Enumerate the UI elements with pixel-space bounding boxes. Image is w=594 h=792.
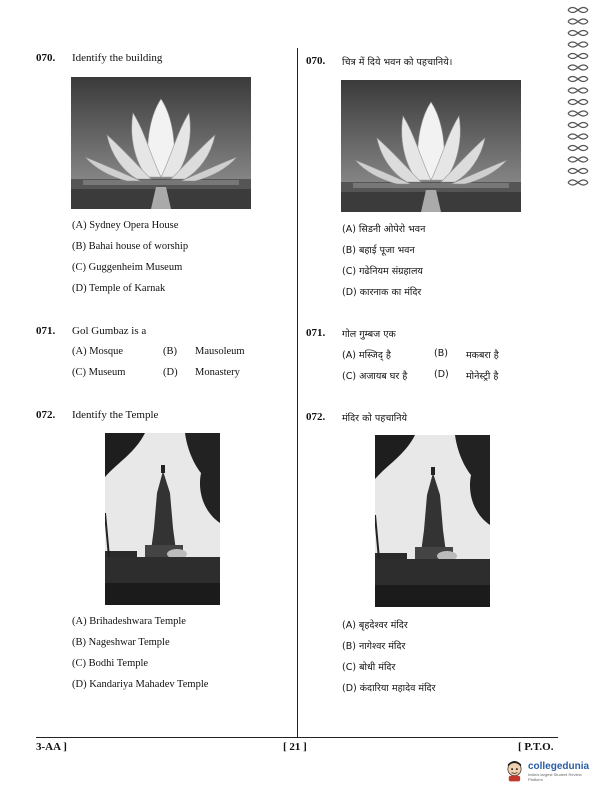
left-q71-option-d: Monastery: [195, 367, 240, 378]
mascot-icon: [505, 760, 524, 782]
left-q71-option-d-letter: (D): [163, 367, 178, 378]
right-q71-option-b: मकबरा है: [466, 350, 499, 361]
logo-tagline: India's largest Student Review Platform: [527, 771, 582, 782]
footer-code: 3-AA ]: [36, 741, 67, 753]
logo-name: collegedunia: [527, 760, 590, 772]
right-q71-number: 071.: [306, 327, 326, 339]
right-q70-option-b: (B) बहाई पूजा भवन: [342, 245, 415, 256]
right-q71-option-c: (C) अजायब घर है: [342, 371, 408, 382]
footer-rule: [36, 737, 558, 738]
right-q71-option-d: मोनेस्ट्री है: [466, 371, 499, 382]
right-q72-option-b: (B) नागेश्वर मंदिर: [342, 641, 406, 652]
right-q72-text: मंदिर को पहचानिये: [342, 413, 408, 424]
left-q72-text: Identify the Temple: [72, 409, 159, 421]
right-q72-option-d: (D) कंदारिया महादेव मंदिर: [342, 683, 436, 694]
decorative-border: [566, 4, 590, 196]
left-q70-number: 070.: [36, 52, 56, 64]
temple-image: [105, 433, 220, 605]
lotus-temple-image-hindi: [341, 80, 521, 212]
right-q70-option-d: (D) कारनाक का मंदिर: [342, 287, 422, 298]
collegedunia-logo: [505, 760, 594, 782]
right-q72-number: 072.: [306, 411, 326, 423]
left-q70-text: Identify the building: [72, 52, 163, 64]
left-q72-option-a: (A) Brihadeshwara Temple: [72, 616, 186, 627]
left-q71-option-a: (A) Mosque: [72, 346, 124, 357]
left-q71-option-c: (C) Museum: [72, 367, 126, 378]
footer-pto: [ P.T.O.: [518, 741, 554, 753]
left-q71-text: Gol Gumbaz is a: [72, 325, 147, 337]
column-divider: [297, 48, 298, 738]
right-q71-text: गोल गुम्बज एक: [342, 329, 396, 340]
left-q72-option-d: (D) Kandariya Mahadev Temple: [72, 679, 209, 690]
right-q71-option-d-letter: (D): [434, 369, 449, 380]
footer-page-number: [ 21 ]: [283, 741, 307, 753]
temple-image-hindi: [375, 435, 490, 607]
right-q70-text: चित्र में दिये भवन को पहचानिये।: [342, 57, 453, 68]
right-q72-option-a: (A) बृहदेश्वर मंदिर: [342, 620, 408, 631]
left-q70-option-a: (A) Sydney Opera House: [72, 220, 179, 231]
left-q71-number: 071.: [36, 325, 56, 337]
right-q72-option-c: (C) बोधी मंदिर: [342, 662, 396, 673]
right-q70-option-a: (A) सिडनी ओपेरो भवन: [342, 224, 426, 235]
left-q71-option-b-letter: (B): [163, 346, 177, 357]
left-q72-option-c: (C) Bodhi Temple: [72, 658, 149, 669]
left-q70-option-b: (B) Bahai house of worship: [72, 241, 189, 252]
right-q70-number: 070.: [306, 55, 326, 67]
left-q72-number: 072.: [36, 409, 56, 421]
lotus-temple-image: [71, 77, 251, 209]
left-q71-option-b: Mausoleum: [195, 346, 245, 357]
right-q71-option-a: (A) मस्जिद् है: [342, 350, 391, 361]
left-q72-option-b: (B) Nageshwar Temple: [72, 637, 170, 648]
left-q70-option-c: (C) Guggenheim Museum: [72, 262, 183, 273]
right-q71-option-b-letter: (B): [434, 348, 448, 359]
left-q70-option-d: (D) Temple of Karnak: [72, 283, 166, 294]
right-q70-option-c: (C) गढेनियम संग्रहालय: [342, 266, 423, 277]
